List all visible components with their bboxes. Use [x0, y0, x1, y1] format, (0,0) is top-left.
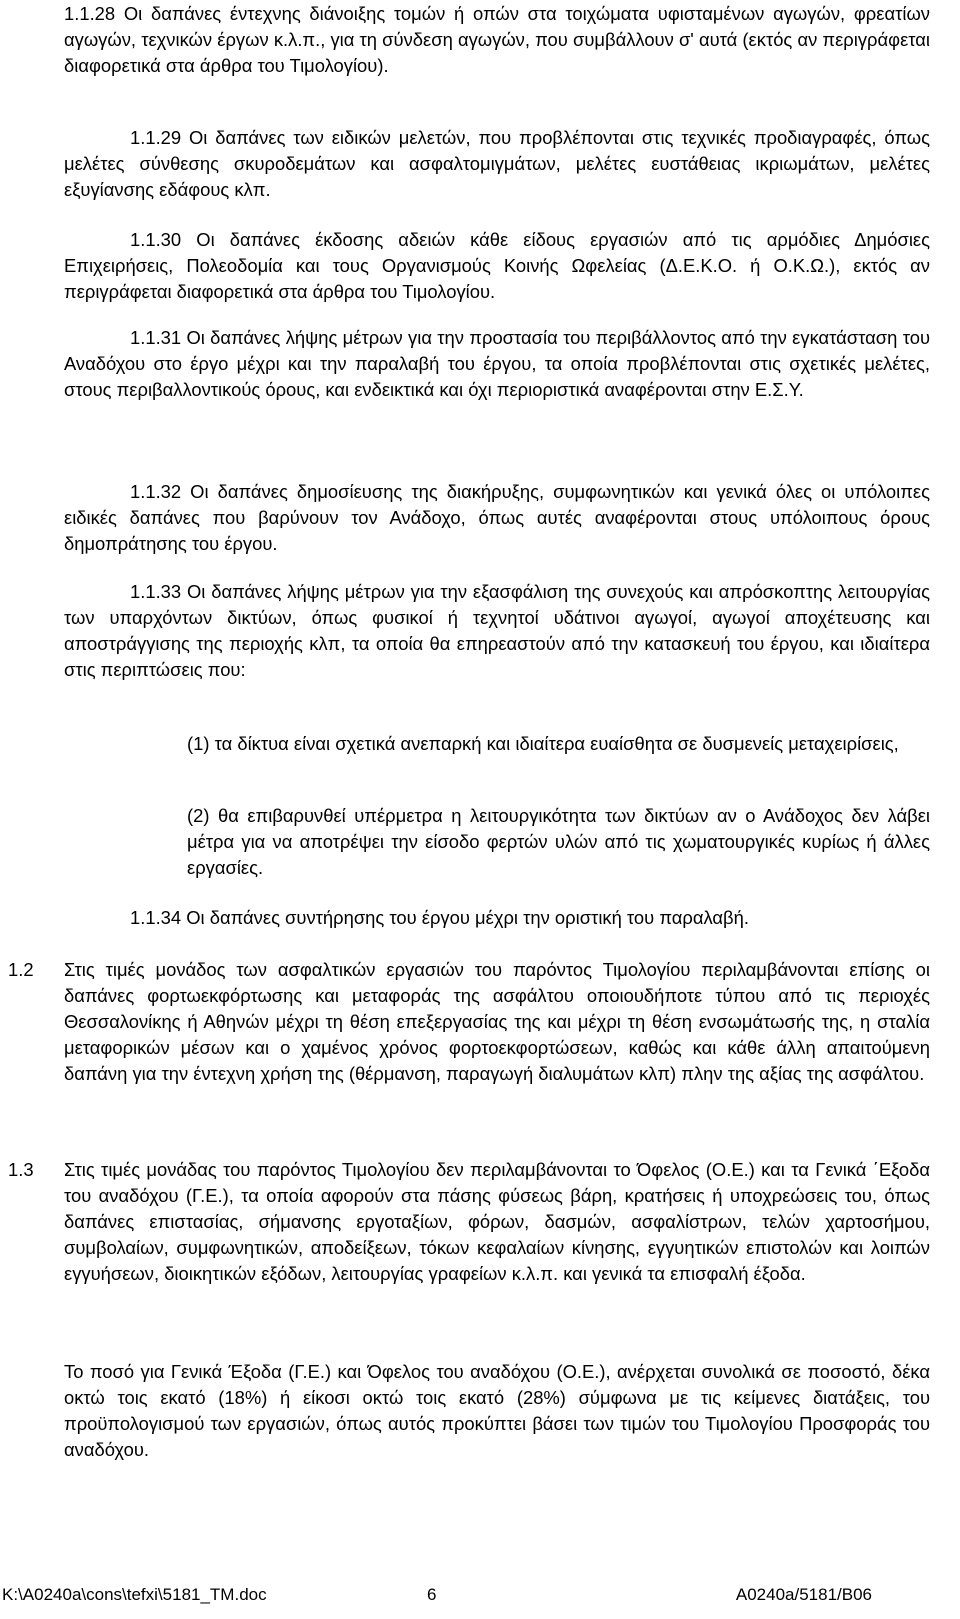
section-1-2	[8, 957, 930, 1087]
section-number-1-3: 1.3	[8, 1159, 34, 1180]
paragraph-1-1-28-continued: 1.1.28 Οι δαπάνες έντεχνης διάνοιξης τομών ή οπών στα τοιχώματα υφισταμένων αγωγών, φρεατίων αγωγών, τεχνικών έργων κ.λ.π., για τη σύνδεση αγωγών, που συμβάλλουν σ' αυτά (εκτός αν περιγράφεται διαφορετικά στα άρθρα του Τιμολογίου).	[64, 3, 930, 76]
footer-page-number: 6	[427, 1585, 437, 1604]
footer-file-path: K:\A0240a\cons\tefxi\5181_TM.doc	[2, 1585, 267, 1604]
paragraph-1-1-32: 1.1.32 Οι δαπάνες δημοσίευσης της διακήρυξης, συμφωνητικών και γενικά όλες οι υπόλοιπες ειδικές δαπάνες που βαρύνουν τον Ανάδοχο, όπως αυτές αναφέρονται στους υπόλοιπους όρους δημοπράτησης του έργου.	[64, 481, 930, 554]
paragraph-1-1-31: 1.1.31 Οι δαπάνες λήψης μέτρων για την προστασία του περιβάλλοντος από την εγκατάσταση του Αναδόχου στο έργο μέχρι και την παραλαβή του έργου, τα οποία προβλέπονται στις σχετικές μελέτες, στους περιβαλλοντικούς όρους, και ενδεικτικά και όχι περιοριστικά αναφέρονται στην Ε.Σ.Υ.	[64, 327, 930, 400]
section-number-1-2: 1.2	[8, 959, 34, 980]
page-footer	[0, 1582, 960, 1608]
footer-reference: A0240a/5181/B06	[735, 1585, 872, 1604]
paragraph-1-1-33: 1.1.33 Οι δαπάνες λήψης μέτρων για την εξασφάλιση της συνεχούς και απρόσκοπτης λειτουργίας των υπαρχόντων δικτύων, όπως φυσικοί ή τεχνητοί υδάτινοι αγωγοί, αγωγοί αποχέτευσης και αποστράγγισης της περιοχής κλπ, τα οποία θα επηρεαστούν από την κατασκευή του έργου, και ιδιαίτερα στις περιπτώσεις που:	[64, 581, 930, 680]
section-1-3	[8, 1157, 930, 1287]
paragraph-1-3: Στις τιμές μονάδας του παρόντος Τιμολογίου δεν περιλαμβάνονται το Όφελος (Ο.Ε.) και τα Γενικά ΄Εξοδα του αναδόχου (Γ.Ε.), τα οποία αφορούν στα πάσης φύσεως βάρη, κρατήσεις ή υποχρεώσεις του, όπως δαπάνες επιστασίας, σήμανσης εργοταξίων, φόρων, δασμών, ασφαλίστρων, τελών χαρτοσήμου, συμβολαίων, συμφωνητικών, αποδείξεων, τόκων κεφαλαίων κίνησης, εγγυητικών επιστολών και λοιπών εγγυήσεων, διοικητικών εξόδων, λειτουργίας γραφείων κ.λ.π. και γενικά τα επισφαλή έξοδα.	[64, 1159, 930, 1284]
subitem-2: (2) θα επιβαρυνθεί υπέρμετρα η λειτουργικότητα των δικτύων αν ο Ανάδοχος δεν λάβει μέτρα για να αποτρέψει την είσοδο φερτών υλών από τις χωματουργικές κυρίως ή άλλες εργασίες.	[187, 805, 930, 878]
paragraph-1-1-34: 1.1.34 Οι δαπάνες συντήρησης του έργου μέχρι την οριστική του παραλαβή.	[130, 907, 749, 928]
paragraph-1-1-30: 1.1.30 Οι δαπάνες έκδοσης αδειών κάθε είδους εργασιών από τις αρμόδιες Δημόσιες Επιχειρήσεις, Πολεοδομία και τους Οργανισμούς Κοινής Ωφελείας (Δ.Ε.Κ.Ο. ή Ο.Κ.Ω.), εκτός αν περιγράφεται διαφορετικά στα άρθρα του Τιμολογίου.	[64, 229, 930, 302]
paragraph-1-1-29: 1.1.29 Οι δαπάνες των ειδικών μελετών, που προβλέπονται στις τεχνικές προδιαγραφές, όπως μελέτες σύνθεσης σκυροδεμάτων και ασφαλτομιγμάτων, μελέτες ευστάθειας ικριωμάτων, μελέτες εξυγίανσης εδάφους κλπ.	[64, 127, 930, 200]
paragraph-1-3-overhead: Το ποσό για Γενικά Έξοδα (Γ.Ε.) και Όφελος του αναδόχου (Ο.Ε.), ανέρχεται συνολικά σε ποσοστό, δέκα οκτώ τοις εκατό (18%) ή είκοσι οκτώ τοις εκατό (28%) σύμφωνα με τις κείμενες διατάξεις, του προϋπολογισμού των εργασιών, όπως αυτός προκύπτει βάσει των τιμών του Τιμολογίου Προσφοράς του αναδόχου.	[64, 1361, 930, 1460]
paragraph-1-2: Στις τιμές μονάδος των ασφαλτικών εργασιών του παρόντος Τιμολογίου περιλαμβάνονται επίσης οι δαπάνες φορτωεκφόρτωσης και μεταφοράς της ασφάλτου οποιουδήποτε τύπου από τις περιοχές Θεσσαλονίκης ή Αθηνών μέχρι τη θέση επεξεργασίας της και μέχρι τη θέση ενσωμάτωσής της, η σταλία μεταφορικών μέσων και ο χαμένος χρόνος φορτοεκφορτώσεων, καθώς και κάθε άλλη απαιτούμενη δαπάνη για την έντεχνη χρήση της (θέρμανση, παραγωγή διαλυμάτων κλπ) πλην της αξίας της ασφάλτου.	[64, 959, 930, 1084]
subitem-1: (1) τα δίκτυα είναι σχετικά ανεπαρκή και ιδιαίτερα ευαίσθητα σε δυσμενείς μεταχειρίσεις,	[187, 733, 899, 754]
